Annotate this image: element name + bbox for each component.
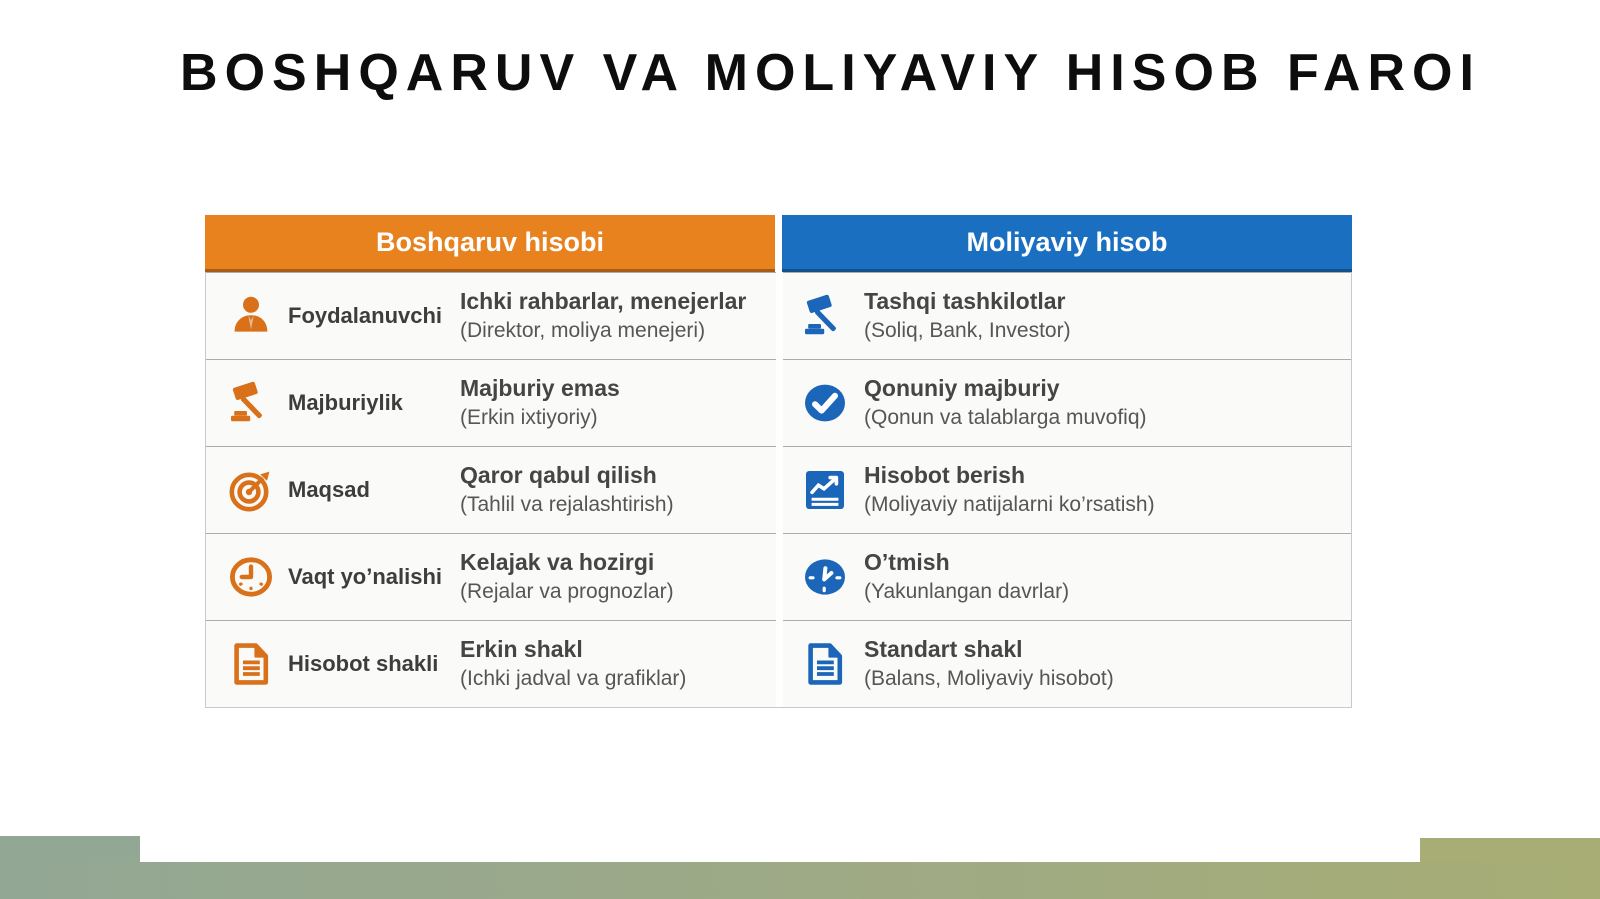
cell-description <box>460 461 674 519</box>
document-icon <box>226 639 276 689</box>
financial-cell <box>782 621 1351 707</box>
row-category-label: Majburiylik <box>288 389 403 415</box>
row-category-label: Hisobot shakli <box>288 650 439 676</box>
management-cell <box>206 447 775 533</box>
cell-description <box>864 635 1114 693</box>
financial-cell <box>782 360 1351 446</box>
check-circle-icon <box>800 378 850 428</box>
column-divider <box>776 272 783 707</box>
cell-subtitle: (Moliyaviy natijalarni ko’rsatish) <box>864 492 1155 516</box>
table-header-row <box>205 215 1352 272</box>
table-header-financial: Moliyaviy hisob <box>782 215 1352 272</box>
cell-subtitle: (Tahlil va rejalashtirish) <box>460 492 674 516</box>
cell-subtitle: (Erkin ixtiyoriy) <box>460 405 598 429</box>
gavel-icon <box>800 291 850 341</box>
cell-title: Erkin shakl <box>460 635 583 662</box>
cell-description <box>460 548 674 606</box>
financial-cell <box>782 273 1351 359</box>
row-category-label: Foydalanuvchi <box>288 302 443 328</box>
cell-description <box>864 461 1155 519</box>
cell-subtitle: (Balans, Moliyaviy hisobot) <box>864 666 1114 690</box>
table-body <box>205 272 1352 708</box>
financial-cell <box>782 534 1351 620</box>
table-header-management: Boshqaruv hisobi <box>205 215 775 272</box>
user-icon <box>226 291 276 341</box>
cell-subtitle: (Rejalar va prognozlar) <box>460 579 674 603</box>
gavel-icon <box>226 378 276 428</box>
financial-cell <box>782 447 1351 533</box>
cell-subtitle: (Direktor, moliya menejeri) <box>460 318 706 342</box>
chart-icon <box>800 465 850 515</box>
cell-title: Standart shakl <box>864 635 1023 662</box>
cell-title: Hisobot berish <box>864 461 1026 488</box>
page-title: BOSHQARUV VA MOLIYAVIY HISOB FAROI <box>180 44 1481 102</box>
cell-description <box>864 374 1147 432</box>
footer-bar <box>0 862 1600 899</box>
document-outline-icon <box>800 639 850 689</box>
cell-description <box>460 287 746 345</box>
management-cell <box>206 360 775 446</box>
cell-description <box>460 374 620 432</box>
cell-title: Qaror qabul qilish <box>460 461 657 488</box>
cell-description <box>864 548 1069 606</box>
management-cell <box>206 534 775 620</box>
cell-title: Tashqi tashkilotlar <box>864 287 1066 314</box>
row-category-label: Maqsad <box>288 476 370 502</box>
cell-description <box>864 287 1071 345</box>
target-icon <box>226 465 276 515</box>
row-category-label: Vaqt yo’nalishi <box>288 563 443 589</box>
cell-subtitle: (Qonun va talablarga muvofiq) <box>864 405 1147 429</box>
cell-title: O’tmish <box>864 548 950 575</box>
cell-subtitle: (Soliq, Bank, Investor) <box>864 318 1071 342</box>
cell-subtitle: (Yakunlangan davrlar) <box>864 579 1070 603</box>
cell-title: Kelajak va hozirgi <box>460 548 655 575</box>
cell-subtitle: (Ichki jadval va grafiklar) <box>460 666 687 690</box>
cell-title: Ichki rahbarlar, menejerlar <box>460 287 747 314</box>
comparison-table <box>205 215 1352 708</box>
management-cell <box>206 621 775 707</box>
clock-icon <box>226 552 276 602</box>
cell-title: Qonuniy majburiy <box>864 374 1060 401</box>
clock-solid-icon <box>800 552 850 602</box>
cell-title: Majburiy emas <box>460 374 620 401</box>
cell-description <box>460 635 686 693</box>
management-cell <box>206 273 775 359</box>
